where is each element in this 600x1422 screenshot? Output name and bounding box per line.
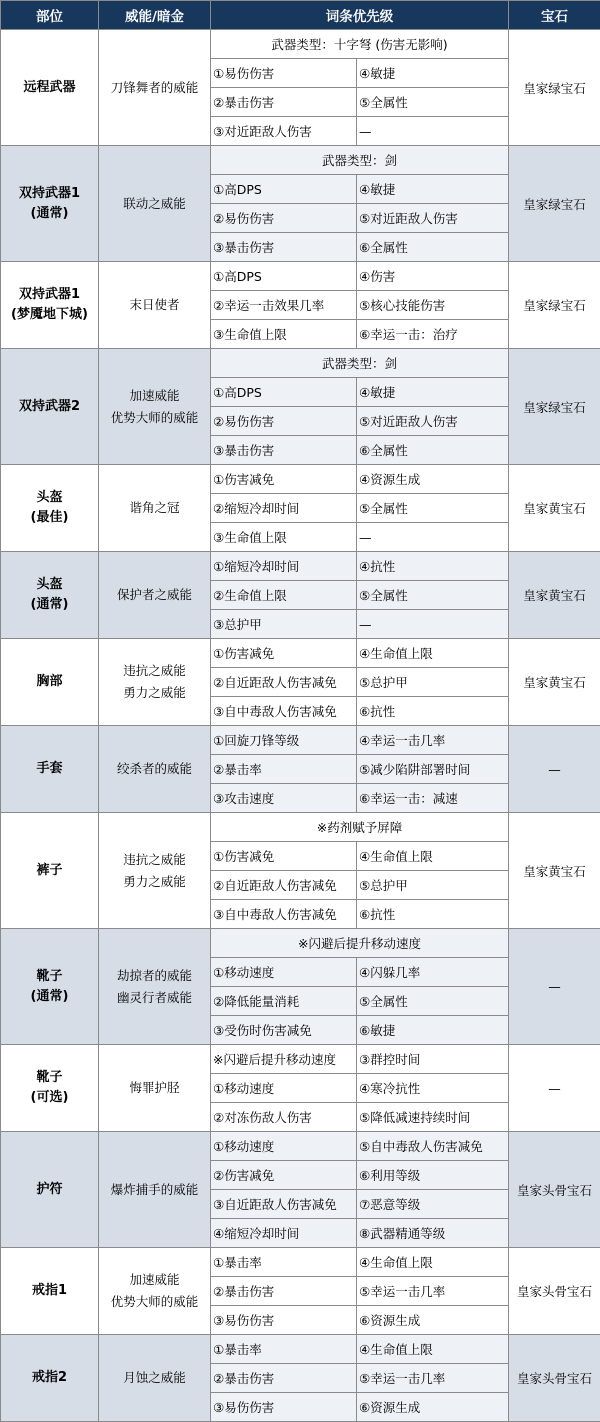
affix-cell: ⑥全属性	[357, 233, 509, 262]
affix-cell: ⑦恶意等级	[357, 1190, 509, 1219]
power-name: 违抗之威能	[123, 851, 186, 867]
affix-cell: ①伤害减免	[211, 639, 357, 668]
weapon-type-note: 武器类型：剑	[211, 349, 509, 378]
part-line: 手套	[36, 761, 63, 776]
affix-cell: ④伤害	[357, 262, 509, 291]
part-line: 远程武器	[23, 79, 76, 95]
affix-cell: ⑧武器精通等级	[357, 1219, 509, 1248]
part-line: 双持武器1	[18, 287, 81, 302]
part-line: 戒指2	[31, 1370, 68, 1385]
affix-cell: ⑤总护甲	[357, 668, 509, 697]
gem-cell: —	[509, 1045, 600, 1132]
affix-cell: ③群控时间	[357, 1045, 509, 1074]
part-line: (最佳)	[30, 510, 69, 525]
gem-cell: 皇家黄宝石	[509, 639, 600, 726]
affix-cell: ②自近距敌人伤害减免	[211, 668, 357, 697]
table-row	[1, 1248, 600, 1277]
affix-cell: ※闪避后提升移动速度	[211, 1045, 357, 1074]
power-name: 幽灵行者威能	[116, 989, 192, 1005]
affix-cell: ③自中毒敌人伤害减免	[211, 900, 357, 929]
power-name: 绞杀者的威能	[116, 761, 192, 776]
part-line: (通常)	[30, 205, 69, 221]
power-cell	[99, 1248, 211, 1335]
affix-cell: ④缩短冷却时间	[211, 1219, 357, 1248]
part-line: 头盔	[36, 577, 63, 592]
table-row	[1, 1132, 600, 1161]
table-row	[1, 1045, 600, 1074]
weapon-type-note: 武器类型：十字弩 (伤害无影响)	[211, 30, 509, 59]
affix-cell: ①移动速度	[211, 958, 357, 987]
table-row	[1, 929, 600, 958]
part-cell	[1, 1132, 99, 1248]
affix-cell: ③生命值上限	[211, 320, 357, 349]
affix-cell: ⑥全属性	[357, 436, 509, 465]
power-cell	[99, 30, 211, 146]
gem-cell: 皇家绿宝石	[509, 146, 600, 262]
affix-cell: ⑤幸运一击几率	[357, 1277, 509, 1306]
power-name: 刀锋舞者的威能	[110, 79, 199, 95]
affix-cell: ⑤核心技能伤害	[357, 291, 509, 320]
power-name: 联动之威能	[123, 195, 186, 211]
part-line: 双持武器1	[18, 185, 81, 201]
power-name: 勇力之威能	[123, 685, 186, 700]
gem-cell: 皇家黄宝石	[509, 813, 600, 929]
affix-cell: ①伤害减免	[211, 842, 357, 871]
table-row	[1, 726, 600, 755]
table-row	[1, 146, 600, 175]
affix-cell: ⑥敏捷	[357, 1016, 509, 1045]
part-line: 头盔	[36, 490, 63, 505]
affix-cell: ②幸运一击效果几率	[211, 291, 357, 320]
affix-cell: ①易伤伤害	[211, 59, 357, 88]
affix-cell: —	[357, 610, 509, 639]
header-part: 部位	[1, 1, 99, 30]
affix-cell: ④生命值上限	[357, 842, 509, 871]
part-cell	[1, 1248, 99, 1335]
gem-cell: 皇家黄宝石	[509, 465, 600, 552]
weapon-type-note: 武器类型：剑	[211, 146, 509, 175]
affix-cell: ④敏捷	[357, 175, 509, 204]
affix-cell: ⑤全属性	[357, 494, 509, 523]
affix-cell: ①高DPS	[211, 175, 357, 204]
affix-cell: ③易伤伤害	[211, 1306, 357, 1335]
part-cell	[1, 726, 99, 813]
affix-cell: ②暴击率	[211, 755, 357, 784]
gem-cell: 皇家绿宝石	[509, 349, 600, 465]
part-line: 靴子	[36, 1070, 63, 1085]
affix-cell: —	[357, 117, 509, 146]
affix-cell: ②降低能量消耗	[211, 987, 357, 1016]
power-name: 谐角之冠	[129, 500, 180, 515]
affix-cell: ①伤害减免	[211, 465, 357, 494]
affix-cell: ⑤降低减速持续时间	[357, 1103, 509, 1132]
table-row	[1, 639, 600, 668]
table-body	[1, 30, 600, 1422]
affix-cell: ①暴击率	[211, 1335, 357, 1364]
affix-cell: ③暴击伤害	[211, 233, 357, 262]
part-cell	[1, 1045, 99, 1132]
power-name: 月蚀之威能	[123, 1370, 186, 1385]
part-line: (梦魇地下城)	[11, 307, 88, 322]
table-row	[1, 30, 600, 59]
affix-cell: ⑤自中毒敌人伤害减免	[357, 1132, 509, 1161]
power-cell	[99, 262, 211, 349]
affix-cell: ②暴击伤害	[211, 1364, 357, 1393]
affix-cell: ⑥幸运一击：减速	[357, 784, 509, 813]
gem-cell: 皇家头骨宝石	[509, 1248, 600, 1335]
part-line: 护符	[36, 1181, 63, 1197]
affix-cell: ⑥资源生成	[357, 1393, 509, 1422]
table-row	[1, 552, 600, 581]
gem-cell: —	[509, 726, 600, 813]
affix-cell: ⑤减少陷阱部署时间	[357, 755, 509, 784]
header-affix: 词条优先级	[211, 1, 509, 30]
part-line: (可选)	[30, 1090, 69, 1105]
affix-cell: ②自近距敌人伤害减免	[211, 871, 357, 900]
power-name: 劫掠者的威能	[116, 967, 192, 983]
affix-cell: ③对近距敌人伤害	[211, 117, 357, 146]
table-row	[1, 465, 600, 494]
gem-cell: —	[509, 929, 600, 1045]
affix-cell: ⑥利用等级	[357, 1161, 509, 1190]
gem-cell: 皇家黄宝石	[509, 552, 600, 639]
part-line: 戒指1	[31, 1283, 68, 1298]
affix-cell: ④生命值上限	[357, 639, 509, 668]
affix-cell: ③总护甲	[211, 610, 357, 639]
affix-cell: ③暴击伤害	[211, 436, 357, 465]
affix-cell: ②暴击伤害	[211, 1277, 357, 1306]
header-power: 威能/暗金	[99, 1, 211, 30]
affix-cell: ①高DPS	[211, 378, 357, 407]
power-cell	[99, 929, 211, 1045]
power-name: 悔罪护胫	[129, 1080, 180, 1095]
part-cell	[1, 465, 99, 552]
part-line: 双持武器2	[18, 398, 81, 414]
weapon-type-note: ※闪避后提升移动速度	[211, 929, 509, 958]
power-name: 加速威能	[129, 387, 180, 403]
power-cell	[99, 813, 211, 929]
affix-cell: ①移动速度	[211, 1132, 357, 1161]
power-name: 爆炸捕手的威能	[110, 1181, 199, 1197]
power-cell	[99, 146, 211, 262]
power-name: 加速威能	[129, 1272, 180, 1287]
part-cell	[1, 349, 99, 465]
affix-cell: ⑤全属性	[357, 581, 509, 610]
header-row	[1, 1, 600, 30]
affix-cell: ②易伤伤害	[211, 204, 357, 233]
affix-cell: ②易伤伤害	[211, 407, 357, 436]
power-name: 保护者之威能	[116, 587, 192, 602]
affix-cell: ①高DPS	[211, 262, 357, 291]
part-line: 靴子	[36, 968, 63, 984]
part-cell	[1, 262, 99, 349]
affix-cell: ⑥抗性	[357, 697, 509, 726]
part-cell	[1, 929, 99, 1045]
part-line: 胸部	[36, 674, 63, 689]
part-cell	[1, 639, 99, 726]
affix-cell: ⑥资源生成	[357, 1306, 509, 1335]
table-row	[1, 262, 600, 291]
affix-cell: ④敏捷	[357, 378, 509, 407]
part-cell	[1, 552, 99, 639]
affix-cell: ⑥抗性	[357, 900, 509, 929]
table-row	[1, 1335, 600, 1364]
affix-cell: ③攻击速度	[211, 784, 357, 813]
affix-cell: ④闪躲几率	[357, 958, 509, 987]
affix-cell: ⑤总护甲	[357, 871, 509, 900]
affix-cell: ③受伤时伤害减免	[211, 1016, 357, 1045]
affix-cell: ②伤害减免	[211, 1161, 357, 1190]
affix-cell: ②暴击伤害	[211, 88, 357, 117]
table-row	[1, 813, 600, 842]
affix-cell: ③自中毒敌人伤害减免	[211, 697, 357, 726]
affix-cell: ⑥幸运一击：治疗	[357, 320, 509, 349]
header-gem: 宝石	[509, 1, 600, 30]
power-cell	[99, 1132, 211, 1248]
gem-cell: 皇家绿宝石	[509, 262, 600, 349]
power-cell	[99, 465, 211, 552]
power-cell	[99, 1335, 211, 1422]
affix-cell: ③生命值上限	[211, 523, 357, 552]
affix-cell: ①回旋刀锋等级	[211, 726, 357, 755]
power-name: 优势大师的威能	[110, 409, 199, 425]
affix-cell: ③易伤伤害	[211, 1393, 357, 1422]
part-line: (通常)	[30, 988, 69, 1004]
affix-cell: ③自近距敌人伤害减免	[211, 1190, 357, 1219]
gem-cell: 皇家头骨宝石	[509, 1132, 600, 1248]
part-line: (通常)	[30, 597, 69, 612]
power-name: 优势大师的威能	[110, 1294, 199, 1309]
power-name: 违抗之威能	[123, 663, 186, 678]
power-name: 末日使者	[129, 297, 180, 312]
part-cell	[1, 1335, 99, 1422]
gem-cell: 皇家绿宝石	[509, 30, 600, 146]
affix-cell: ②缩短冷却时间	[211, 494, 357, 523]
affix-cell: ⑤幸运一击几率	[357, 1364, 509, 1393]
power-cell	[99, 639, 211, 726]
affix-cell: —	[357, 523, 509, 552]
affix-cell: ②对冻伤敌人伤害	[211, 1103, 357, 1132]
weapon-type-note: ※药剂赋予屏障	[211, 813, 509, 842]
affix-cell: ①缩短冷却时间	[211, 552, 357, 581]
affix-cell: ④生命值上限	[357, 1335, 509, 1364]
affix-cell: ④抗性	[357, 552, 509, 581]
affix-cell: ②生命值上限	[211, 581, 357, 610]
affix-cell: ④资源生成	[357, 465, 509, 494]
part-cell	[1, 813, 99, 929]
affix-cell: ④寒冷抗性	[357, 1074, 509, 1103]
affix-cell: ④敏捷	[357, 59, 509, 88]
table-row	[1, 349, 600, 378]
part-cell	[1, 146, 99, 262]
power-cell	[99, 1045, 211, 1132]
affix-cell: ①移动速度	[211, 1074, 357, 1103]
part-cell	[1, 30, 99, 146]
power-cell	[99, 349, 211, 465]
affix-cell: ①暴击率	[211, 1248, 357, 1277]
affix-cell: ④幸运一击几率	[357, 726, 509, 755]
affix-cell: ⑤全属性	[357, 88, 509, 117]
part-line: 裤子	[36, 862, 63, 878]
power-cell	[99, 552, 211, 639]
affix-cell: ⑤全属性	[357, 987, 509, 1016]
power-name: 勇力之威能	[123, 873, 186, 889]
power-cell	[99, 726, 211, 813]
affix-cell: ④生命值上限	[357, 1248, 509, 1277]
affix-cell: ⑤对近距敌人伤害	[357, 204, 509, 233]
affix-cell: ⑤对近距敌人伤害	[357, 407, 509, 436]
gem-cell: 皇家头骨宝石	[509, 1335, 600, 1422]
